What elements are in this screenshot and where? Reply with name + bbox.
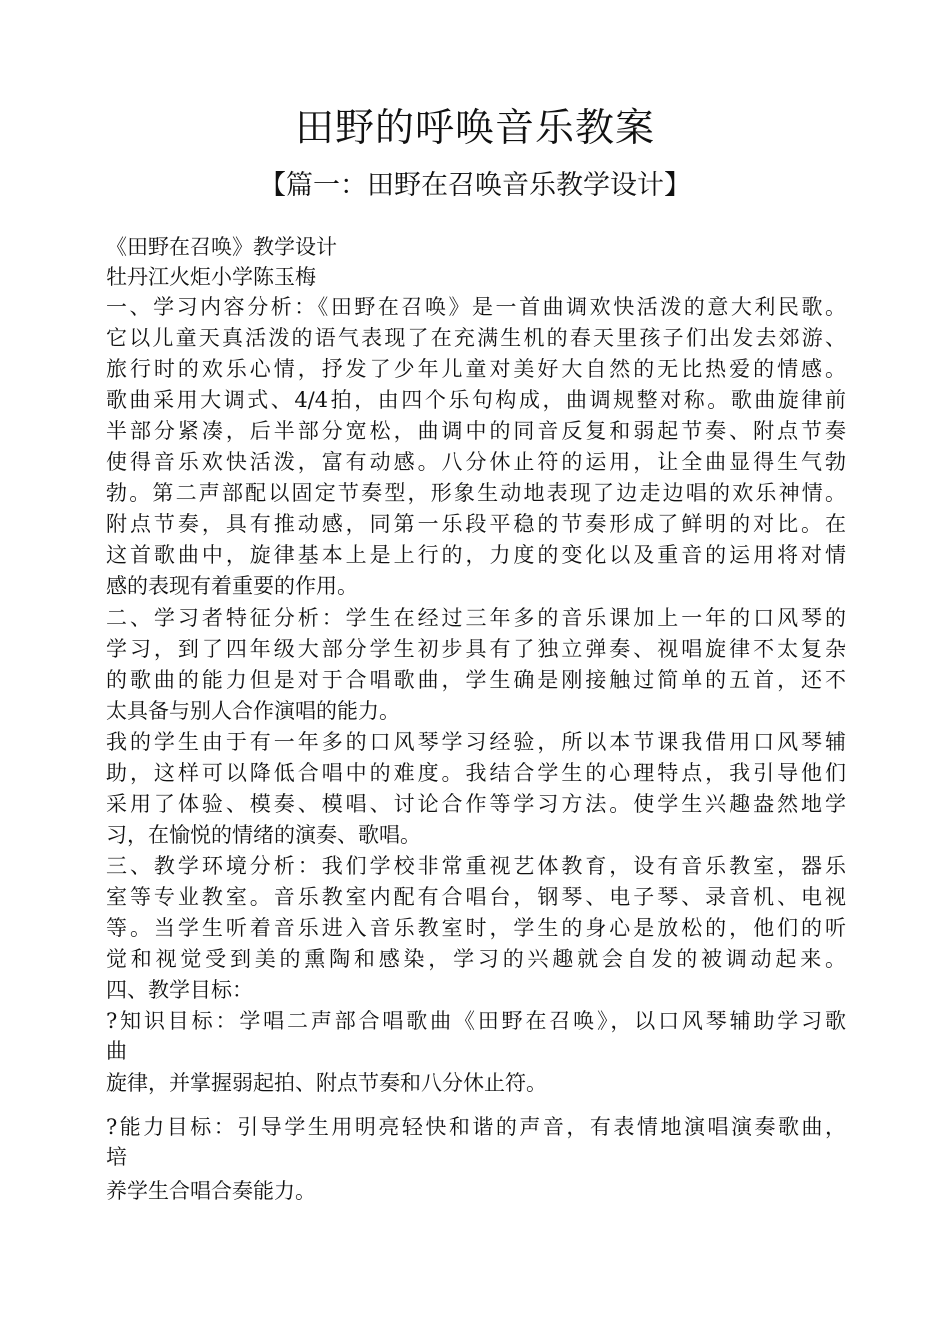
text-line: 四、教学目标： — [106, 978, 253, 1002]
text-line: 牡丹江火炬小学陈玉梅 — [106, 265, 316, 289]
text-line: ?知识目标：学唱二声部合唱歌曲《田野在召唤》，以口风琴辅助学习歌 — [106, 1009, 846, 1033]
text-line: 学习，到了四年级大部分学生初步具有了独立弹奏、视唱旋律不太复杂 — [106, 637, 846, 661]
text-line: ?能力目标：引导学生用明亮轻快和谐的声音，有表情地演唱演奏歌曲， — [106, 1115, 846, 1139]
text-line: 等。当学生听着音乐进入音乐教室时，学生的身心是放松的，他们的听 — [106, 916, 846, 940]
text-line: 旋律，并掌握弱起拍、附点节奏和八分休止符。 — [106, 1071, 547, 1095]
text-line: 使得音乐欢快活泼，富有动感。八分休止符的运用，让全曲显得生气勃 — [106, 450, 846, 474]
text-line: 这首歌曲中，旋律基本上是上行的，力度的变化以及重音的运用将对情 — [106, 543, 846, 567]
text-line: 习，在愉悦的情绪的演奏、歌唱。 — [106, 823, 421, 847]
text-line: 养学生合唱合奏能力。 — [106, 1179, 316, 1203]
text-line: 觉和视觉受到美的熏陶和感染，学习的兴趣就会自发的被调动起来。 — [106, 947, 846, 971]
document-title: 田野的呼唤音乐教案 — [294, 106, 655, 151]
text-line: 二、学习者特征分析：学生在经过三年多的音乐课加上一年的口风琴的 — [106, 606, 846, 630]
text-line: 《田野在召唤》教学设计 — [106, 235, 337, 259]
text-line: 室等专业教室。音乐教室内配有合唱台，钢琴、电子琴、录音机、电视 — [106, 885, 846, 909]
text-line: 它以儿童天真活泼的语气表现了在充满生机的春天里孩子们出发去郊游、 — [106, 326, 846, 350]
text-line: 太具备与别人合作演唱的能力。 — [106, 699, 400, 723]
text-line: 我的学生由于有一年多的口风琴学习经验，所以本节课我借用口风琴辅 — [106, 730, 846, 754]
text-line: 一、学习内容分析：《田野在召唤》是一首曲调欢快活泼的意大利民歌。 — [106, 295, 846, 319]
text-line: 助，这样可以降低合唱中的难度。我结合学生的心理特点，我引导他们 — [106, 761, 846, 785]
text-line: 感的表现有着重要的作用。 — [106, 574, 358, 598]
text-line: 半部分紧凑，后半部分宽松，曲调中的同音反复和弱起节奏、附点节奏 — [106, 419, 846, 443]
text-line: 曲 — [106, 1039, 127, 1063]
text-line: 歌曲采用大调式、4/4拍，由四个乐句构成，曲调规整对称。歌曲旋律前 — [106, 388, 846, 412]
text-line: 旅行时的欢乐心情，抒发了少年儿童对美好大自然的无比热爱的情感。 — [106, 357, 846, 381]
text-line: 培 — [106, 1145, 127, 1169]
text-line: 勃。第二声部配以固定节奏型，形象生动地表现了边走边唱的欢乐神情。 — [106, 481, 846, 505]
text-line: 三、教学环境分析：我们学校非常重视艺体教育，设有音乐教室，器乐 — [106, 854, 846, 878]
document-subtitle: 【篇一：田野在召唤音乐教学设计】 — [259, 170, 691, 201]
text-line: 采用了体验、模奏、模唱、讨论合作等学习方法。使学生兴趣盎然地学 — [106, 792, 846, 816]
text-line: 的歌曲的能力但是对于合唱歌曲，学生确是刚接触过简单的五首，还不 — [106, 668, 846, 692]
text-line: 附点节奏，具有推动感，同第一乐段平稳的节奏形成了鲜明的对比。在 — [106, 512, 846, 536]
